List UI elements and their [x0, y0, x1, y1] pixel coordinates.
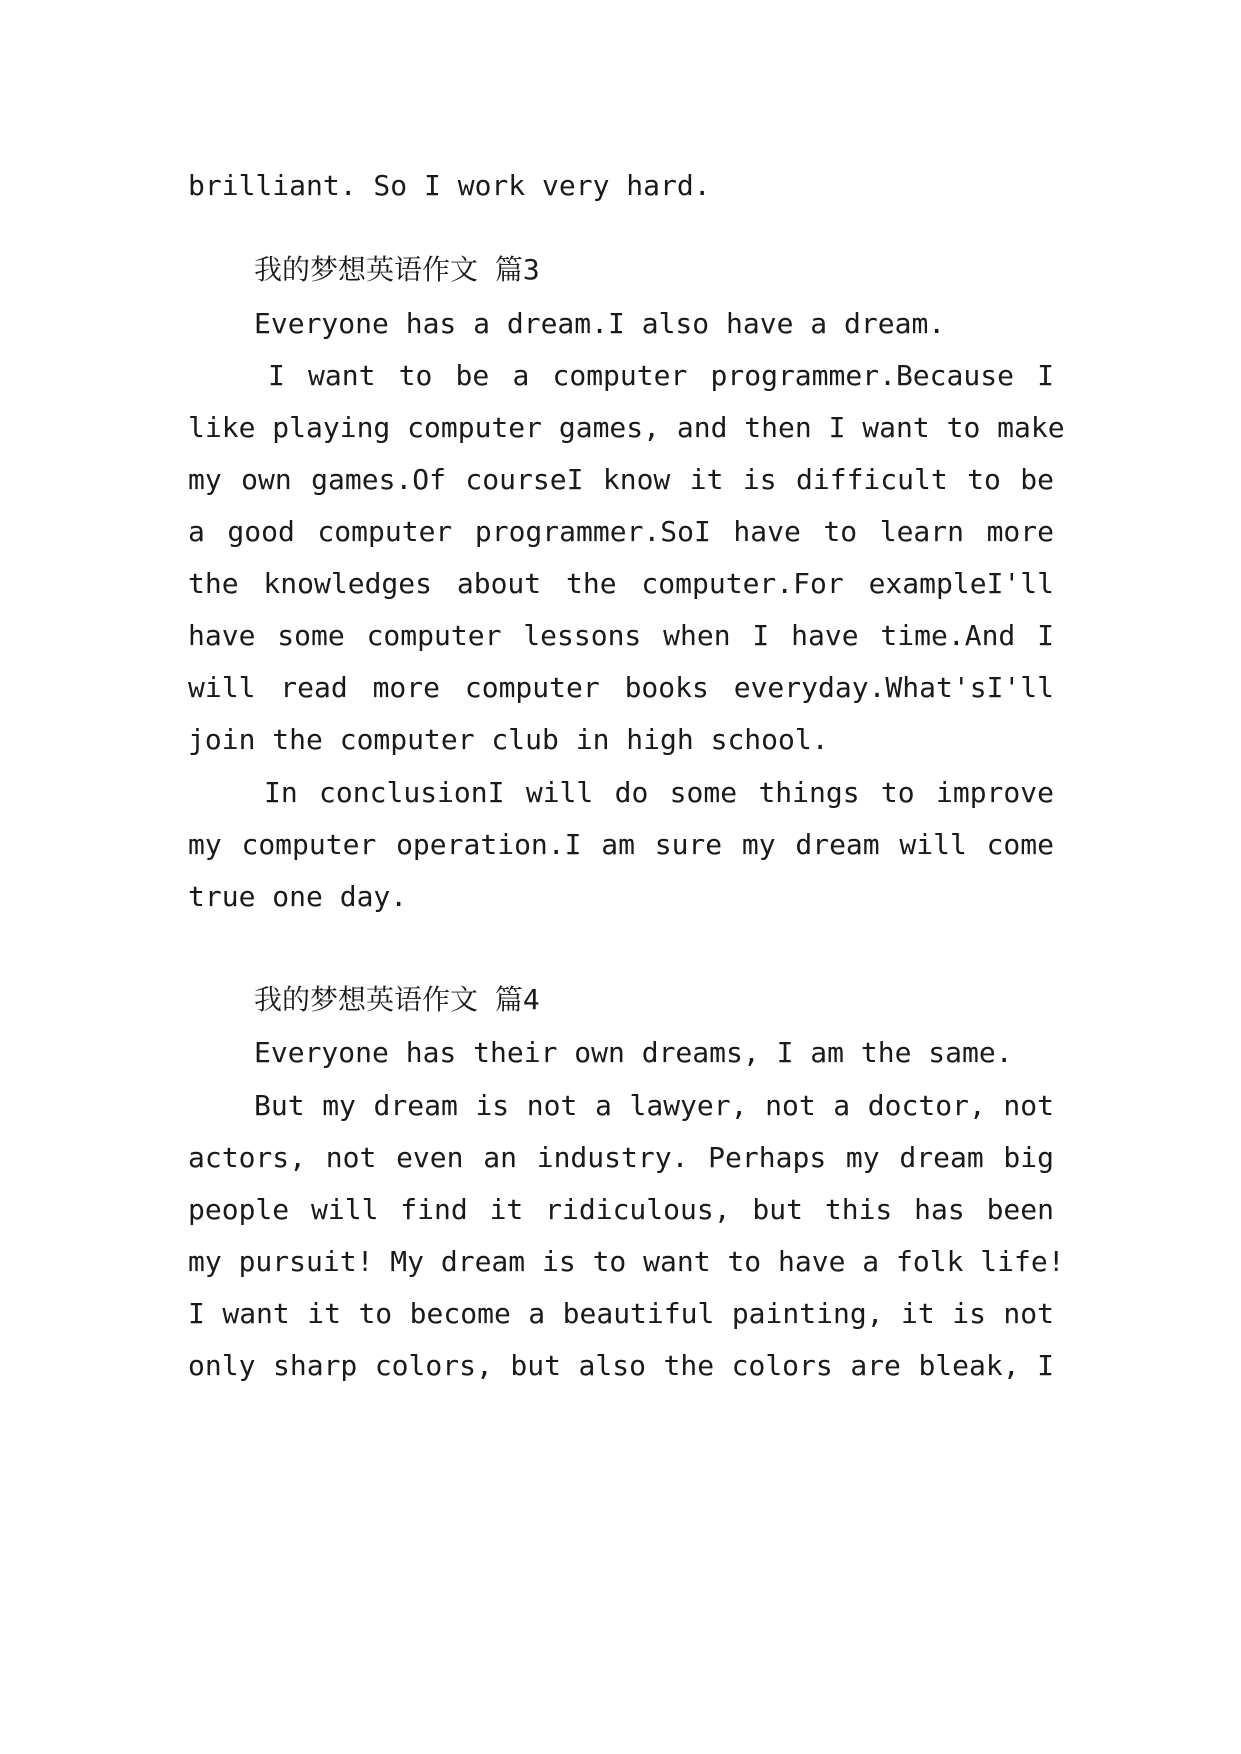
paragraph-line: will read more computer books everyday.What'sI'll — [188, 671, 1054, 704]
paragraph-line: people will find it ridiculous, but this has been — [188, 1193, 1054, 1226]
paragraph-line: join the computer club in high school. — [188, 723, 829, 756]
section-heading: 我的梦想英语作文 篇3 — [254, 253, 540, 286]
paragraph-line: actors, not even an industry. Perhaps my dream big — [188, 1141, 1054, 1174]
paragraph-line: have some computer lessons when I have time.And I — [188, 619, 1054, 652]
paragraph-line: my computer operation.I am sure my dream will come — [188, 828, 1054, 861]
section-heading: 我的梦想英语作文 篇4 — [254, 983, 540, 1016]
paragraph-line: like playing computer games, and then I want to make — [188, 411, 1065, 444]
paragraph-line: the knowledges about the computer.For exampleI'll — [188, 567, 1054, 600]
paragraph-line: I want it to become a beautiful painting, it is not — [188, 1297, 1054, 1330]
paragraph-line: only sharp colors, but also the colors are bleak, I — [188, 1349, 1054, 1382]
paragraph-line: But my dream is not a lawyer, not a doctor, not — [254, 1089, 1054, 1122]
paragraph-line: In conclusionI will do some things to improve — [264, 776, 1054, 809]
paragraph-line: Everyone has a dream.I also have a dream. — [254, 307, 946, 340]
paragraph-line: true one day. — [188, 880, 408, 913]
paragraph-line: my own games.Of courseI know it is difficult to be — [188, 463, 1054, 496]
paragraph-line: a good computer programmer.SoI have to learn more — [188, 515, 1054, 548]
paragraph-line: my pursuit! My dream is to want to have a folk life! — [188, 1245, 1065, 1278]
paragraph-line: I want to be a computer programmer.Because I — [268, 359, 1054, 392]
paragraph-line: brilliant. So I work very hard. — [188, 169, 711, 202]
paragraph-line: Everyone has their own dreams, I am the same. — [254, 1036, 1013, 1069]
